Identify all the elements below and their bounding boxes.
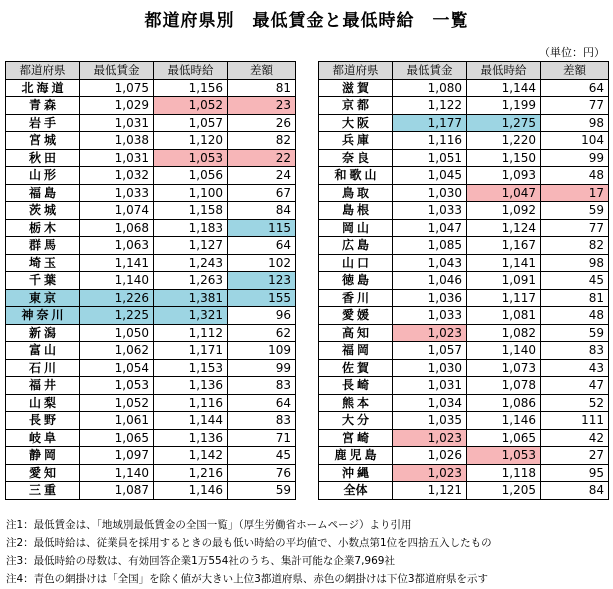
- note-2: 注2：最低時給は、従業員を採用するときの最も低い時給の平均値で、小数点第1位を四捨五入したもの: [6, 537, 492, 549]
- table-row: [6, 114, 296, 132]
- table-row: [6, 167, 296, 185]
- difference-cell: 111: [541, 412, 609, 430]
- prefecture-cell: 全体: [319, 482, 393, 500]
- prefecture-cell: 京都: [319, 97, 393, 115]
- difference-cell: 67: [228, 184, 296, 202]
- table-row: [6, 394, 296, 412]
- min-hourly-cell: 1,150: [467, 149, 541, 167]
- min-hourly-cell: 1,078: [467, 377, 541, 395]
- min-wage-cell: 1,063: [80, 237, 154, 255]
- difference-cell: 99: [541, 149, 609, 167]
- header-min-wage: 最低賃金: [393, 62, 467, 80]
- table-row: [319, 79, 609, 97]
- header-min-wage: 最低賃金: [80, 62, 154, 80]
- table-row: [6, 272, 296, 290]
- prefecture-cell: 宮城: [6, 132, 80, 150]
- min-wage-cell: 1,054: [80, 359, 154, 377]
- header-difference: 差額: [541, 62, 609, 80]
- min-hourly-cell: 1,183: [154, 219, 228, 237]
- min-wage-cell: 1,121: [393, 482, 467, 500]
- difference-cell: 43: [541, 359, 609, 377]
- header-min-hourly: 最低時給: [154, 62, 228, 80]
- prefecture-cell: 静岡: [6, 447, 80, 465]
- difference-cell: 71: [228, 429, 296, 447]
- min-hourly-cell: 1,136: [154, 377, 228, 395]
- min-wage-cell: 1,225: [80, 307, 154, 325]
- min-hourly-cell: 1,081: [467, 307, 541, 325]
- min-hourly-cell: 1,156: [154, 79, 228, 97]
- prefecture-cell: 山梨: [6, 394, 80, 412]
- min-wage-cell: 1,023: [393, 429, 467, 447]
- min-hourly-cell: 1,056: [154, 167, 228, 185]
- min-wage-cell: 1,045: [393, 167, 467, 185]
- min-hourly-cell: 1,146: [467, 412, 541, 430]
- prefecture-cell: 茨城: [6, 202, 80, 220]
- prefecture-cell: 愛知: [6, 464, 80, 482]
- difference-cell: 83: [228, 412, 296, 430]
- min-hourly-cell: 1,321: [154, 307, 228, 325]
- prefecture-cell: 北海道: [6, 79, 80, 97]
- min-hourly-cell: 1,124: [467, 219, 541, 237]
- prefecture-cell: 三重: [6, 482, 80, 500]
- table-row: [319, 447, 609, 465]
- prefecture-cell: 群馬: [6, 237, 80, 255]
- min-wage-cell: 1,023: [393, 324, 467, 342]
- min-wage-cell: 1,035: [393, 412, 467, 430]
- min-wage-cell: 1,053: [80, 377, 154, 395]
- table-row: [319, 464, 609, 482]
- prefecture-cell: 広島: [319, 237, 393, 255]
- difference-cell: 45: [228, 447, 296, 465]
- difference-cell: 98: [541, 254, 609, 272]
- difference-cell: 64: [228, 394, 296, 412]
- min-wage-cell: 1,031: [80, 149, 154, 167]
- table-row: [6, 132, 296, 150]
- prefecture-cell: 岐阜: [6, 429, 80, 447]
- min-hourly-cell: 1,144: [467, 79, 541, 97]
- difference-cell: 81: [541, 289, 609, 307]
- min-hourly-cell: 1,092: [467, 202, 541, 220]
- header-row: [6, 62, 296, 80]
- prefecture-cell: 熊本: [319, 394, 393, 412]
- prefecture-cell: 宮崎: [319, 429, 393, 447]
- difference-cell: 84: [228, 202, 296, 220]
- difference-cell: 104: [541, 132, 609, 150]
- difference-cell: 64: [228, 237, 296, 255]
- prefecture-cell: 青森: [6, 97, 80, 115]
- prefecture-cell: 山口: [319, 254, 393, 272]
- difference-cell: 81: [228, 79, 296, 97]
- min-wage-cell: 1,140: [80, 272, 154, 290]
- table-row: [319, 167, 609, 185]
- difference-cell: 42: [541, 429, 609, 447]
- difference-cell: 59: [228, 482, 296, 500]
- min-hourly-cell: 1,146: [154, 482, 228, 500]
- min-hourly-cell: 1,158: [154, 202, 228, 220]
- min-wage-cell: 1,030: [393, 359, 467, 377]
- difference-cell: 115: [228, 219, 296, 237]
- difference-cell: 26: [228, 114, 296, 132]
- difference-cell: 83: [541, 342, 609, 360]
- min-hourly-cell: 1,086: [467, 394, 541, 412]
- prefecture-cell: 富山: [6, 342, 80, 360]
- difference-cell: 24: [228, 167, 296, 185]
- min-hourly-cell: 1,116: [154, 394, 228, 412]
- table-row: [319, 184, 609, 202]
- difference-cell: 64: [541, 79, 609, 97]
- min-wage-cell: 1,033: [393, 202, 467, 220]
- table-row: [6, 324, 296, 342]
- min-wage-cell: 1,051: [393, 149, 467, 167]
- prefecture-cell: 島根: [319, 202, 393, 220]
- min-wage-cell: 1,057: [393, 342, 467, 360]
- min-hourly-cell: 1,205: [467, 482, 541, 500]
- table-row: [319, 377, 609, 395]
- prefecture-cell: 新潟: [6, 324, 80, 342]
- min-hourly-cell: 1,167: [467, 237, 541, 255]
- table-row: [319, 272, 609, 290]
- prefecture-cell: 佐賀: [319, 359, 393, 377]
- min-hourly-cell: 1,065: [467, 429, 541, 447]
- table-row: [319, 149, 609, 167]
- table-row: [319, 289, 609, 307]
- header-prefecture: 都道府県: [6, 62, 80, 80]
- difference-cell: 98: [541, 114, 609, 132]
- difference-cell: 23: [228, 97, 296, 115]
- table-row: [6, 464, 296, 482]
- difference-cell: 84: [541, 482, 609, 500]
- prefecture-cell: 鳥取: [319, 184, 393, 202]
- min-hourly-cell: 1,199: [467, 97, 541, 115]
- table-row: [319, 412, 609, 430]
- min-hourly-cell: 1,073: [467, 359, 541, 377]
- page-title: 都道府県別 最低賃金と最低時給 一覧: [144, 11, 469, 31]
- min-wage-cell: 1,038: [80, 132, 154, 150]
- header-min-hourly: 最低時給: [467, 62, 541, 80]
- table-row: [6, 359, 296, 377]
- min-wage-cell: 1,034: [393, 394, 467, 412]
- min-wage-cell: 1,023: [393, 464, 467, 482]
- difference-cell: 17: [541, 184, 609, 202]
- wage-table-right: [318, 61, 609, 500]
- min-wage-cell: 1,226: [80, 289, 154, 307]
- min-hourly-cell: 1,117: [467, 289, 541, 307]
- table-row: [6, 429, 296, 447]
- min-wage-cell: 1,061: [80, 412, 154, 430]
- min-hourly-cell: 1,153: [154, 359, 228, 377]
- prefecture-cell: 長崎: [319, 377, 393, 395]
- min-hourly-cell: 1,047: [467, 184, 541, 202]
- table-row: [6, 482, 296, 500]
- note-1: 注1：最低賃金は、「地域別最低賃金の全国一覧」（厚生労働省ホームページ）より引用: [6, 519, 412, 531]
- prefecture-cell: 東京: [6, 289, 80, 307]
- min-wage-cell: 1,026: [393, 447, 467, 465]
- min-wage-cell: 1,029: [80, 97, 154, 115]
- table-row: [319, 342, 609, 360]
- min-hourly-cell: 1,142: [154, 447, 228, 465]
- table-row: [6, 342, 296, 360]
- min-wage-cell: 1,033: [393, 307, 467, 325]
- table-row: [6, 254, 296, 272]
- min-wage-cell: 1,080: [393, 79, 467, 97]
- min-wage-cell: 1,033: [80, 184, 154, 202]
- difference-cell: 102: [228, 254, 296, 272]
- table-row: [6, 202, 296, 220]
- min-wage-cell: 1,030: [393, 184, 467, 202]
- table-row: [6, 79, 296, 97]
- difference-cell: 77: [541, 219, 609, 237]
- min-hourly-cell: 1,263: [154, 272, 228, 290]
- min-hourly-cell: 1,112: [154, 324, 228, 342]
- prefecture-cell: 沖縄: [319, 464, 393, 482]
- min-wage-cell: 1,074: [80, 202, 154, 220]
- min-wage-cell: 1,065: [80, 429, 154, 447]
- difference-cell: 48: [541, 167, 609, 185]
- difference-cell: 123: [228, 272, 296, 290]
- prefecture-cell: 埼玉: [6, 254, 80, 272]
- min-wage-cell: 1,062: [80, 342, 154, 360]
- table-row: [6, 97, 296, 115]
- table-row: [6, 237, 296, 255]
- table-row: [319, 359, 609, 377]
- difference-cell: 82: [541, 237, 609, 255]
- min-wage-cell: 1,122: [393, 97, 467, 115]
- min-wage-cell: 1,052: [80, 394, 154, 412]
- min-wage-cell: 1,032: [80, 167, 154, 185]
- min-hourly-cell: 1,120: [154, 132, 228, 150]
- difference-cell: 96: [228, 307, 296, 325]
- prefecture-cell: 滋賀: [319, 79, 393, 97]
- table-row: [6, 184, 296, 202]
- difference-cell: 76: [228, 464, 296, 482]
- difference-cell: 109: [228, 342, 296, 360]
- min-wage-cell: 1,043: [393, 254, 467, 272]
- table-row: [319, 324, 609, 342]
- table-row: [6, 219, 296, 237]
- difference-cell: 48: [541, 307, 609, 325]
- min-hourly-cell: 1,220: [467, 132, 541, 150]
- prefecture-cell: 福井: [6, 377, 80, 395]
- prefecture-cell: 千葉: [6, 272, 80, 290]
- header-difference: 差額: [228, 62, 296, 80]
- min-hourly-cell: 1,140: [467, 342, 541, 360]
- min-hourly-cell: 1,127: [154, 237, 228, 255]
- table-row: [319, 254, 609, 272]
- prefecture-cell: 秋田: [6, 149, 80, 167]
- table-row: [6, 149, 296, 167]
- difference-cell: 52: [541, 394, 609, 412]
- min-wage-cell: 1,046: [393, 272, 467, 290]
- prefecture-cell: 岩手: [6, 114, 80, 132]
- min-wage-cell: 1,141: [80, 254, 154, 272]
- min-wage-cell: 1,085: [393, 237, 467, 255]
- difference-cell: 59: [541, 202, 609, 220]
- notes: [6, 516, 610, 588]
- difference-cell: 47: [541, 377, 609, 395]
- min-wage-cell: 1,087: [80, 482, 154, 500]
- table-row: [319, 202, 609, 220]
- prefecture-cell: 岡山: [319, 219, 393, 237]
- prefecture-cell: 山形: [6, 167, 80, 185]
- difference-cell: 99: [228, 359, 296, 377]
- table-row: [319, 237, 609, 255]
- header-row: [319, 62, 609, 80]
- min-hourly-cell: 1,171: [154, 342, 228, 360]
- prefecture-cell: 福島: [6, 184, 80, 202]
- min-wage-cell: 1,047: [393, 219, 467, 237]
- prefecture-cell: 兵庫: [319, 132, 393, 150]
- difference-cell: 59: [541, 324, 609, 342]
- min-wage-cell: 1,050: [80, 324, 154, 342]
- table-row: [319, 114, 609, 132]
- min-wage-cell: 1,031: [80, 114, 154, 132]
- min-wage-cell: 1,075: [80, 79, 154, 97]
- table-row: [6, 377, 296, 395]
- difference-cell: 83: [228, 377, 296, 395]
- difference-cell: 22: [228, 149, 296, 167]
- min-wage-cell: 1,140: [80, 464, 154, 482]
- difference-cell: 82: [228, 132, 296, 150]
- wage-table-left: [5, 61, 296, 500]
- header-prefecture: 都道府県: [319, 62, 393, 80]
- table-row: [6, 289, 296, 307]
- table-row: [6, 307, 296, 325]
- prefecture-cell: 鹿児島: [319, 447, 393, 465]
- prefecture-cell: 福岡: [319, 342, 393, 360]
- difference-cell: 155: [228, 289, 296, 307]
- prefecture-cell: 和歌山: [319, 167, 393, 185]
- prefecture-cell: 石川: [6, 359, 80, 377]
- min-hourly-cell: 1,141: [467, 254, 541, 272]
- min-hourly-cell: 1,052: [154, 97, 228, 115]
- min-hourly-cell: 1,091: [467, 272, 541, 290]
- min-hourly-cell: 1,053: [467, 447, 541, 465]
- min-hourly-cell: 1,057: [154, 114, 228, 132]
- table-row: [319, 219, 609, 237]
- table-row: [319, 132, 609, 150]
- table-row: [319, 97, 609, 115]
- min-wage-cell: 1,097: [80, 447, 154, 465]
- min-hourly-cell: 1,093: [467, 167, 541, 185]
- prefecture-cell: 長野: [6, 412, 80, 430]
- difference-cell: 27: [541, 447, 609, 465]
- unit-label: （単位：円）: [539, 46, 605, 59]
- min-wage-cell: 1,031: [393, 377, 467, 395]
- min-wage-cell: 1,116: [393, 132, 467, 150]
- min-hourly-cell: 1,243: [154, 254, 228, 272]
- total-row: [319, 482, 609, 500]
- prefecture-cell: 大分: [319, 412, 393, 430]
- prefecture-cell: 奈良: [319, 149, 393, 167]
- difference-cell: 62: [228, 324, 296, 342]
- prefecture-cell: 香川: [319, 289, 393, 307]
- prefecture-cell: 大阪: [319, 114, 393, 132]
- difference-cell: 45: [541, 272, 609, 290]
- min-hourly-cell: 1,118: [467, 464, 541, 482]
- prefecture-cell: 徳島: [319, 272, 393, 290]
- min-wage-cell: 1,177: [393, 114, 467, 132]
- min-wage-cell: 1,068: [80, 219, 154, 237]
- min-hourly-cell: 1,381: [154, 289, 228, 307]
- min-hourly-cell: 1,100: [154, 184, 228, 202]
- min-hourly-cell: 1,053: [154, 149, 228, 167]
- table-row: [319, 307, 609, 325]
- min-hourly-cell: 1,136: [154, 429, 228, 447]
- min-hourly-cell: 1,216: [154, 464, 228, 482]
- difference-cell: 95: [541, 464, 609, 482]
- table-row: [319, 429, 609, 447]
- prefecture-cell: 栃木: [6, 219, 80, 237]
- min-hourly-cell: 1,082: [467, 324, 541, 342]
- prefecture-cell: 愛媛: [319, 307, 393, 325]
- note-3: 注3：最低時給の母数は、有効回答企業1万554社のうち、集計可能な企業7,969社: [6, 555, 395, 567]
- table-row: [6, 447, 296, 465]
- note-4: 注4：青色の網掛けは「全国」を除く値が大きい上位3都道府県、赤色の網掛けは下位3都道府県を示す: [6, 573, 489, 585]
- min-hourly-cell: 1,144: [154, 412, 228, 430]
- difference-cell: 77: [541, 97, 609, 115]
- table-row: [6, 412, 296, 430]
- min-wage-cell: 1,036: [393, 289, 467, 307]
- prefecture-cell: 神奈川: [6, 307, 80, 325]
- min-hourly-cell: 1,275: [467, 114, 541, 132]
- prefecture-cell: 高知: [319, 324, 393, 342]
- table-row: [319, 394, 609, 412]
